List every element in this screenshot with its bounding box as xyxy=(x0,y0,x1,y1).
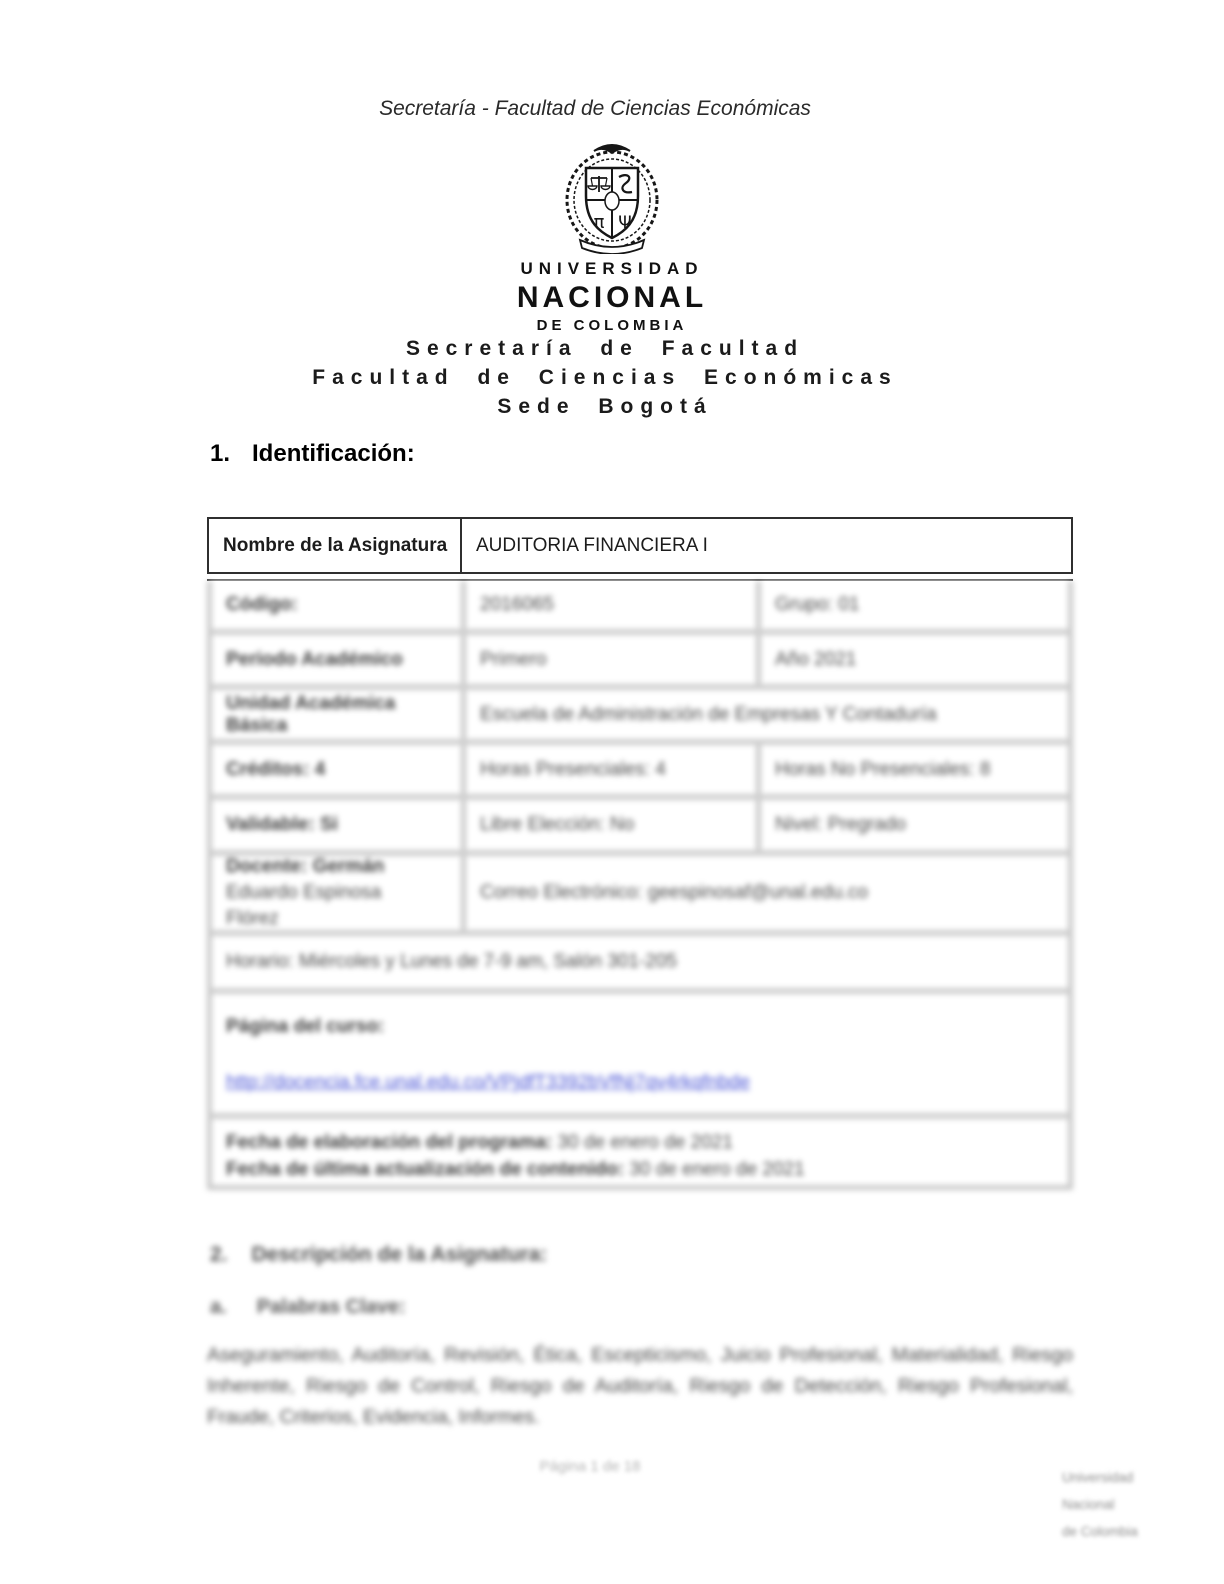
creditos-cell: Créditos: 4 xyxy=(212,745,466,794)
section-2a-letter: a. xyxy=(210,1296,227,1318)
logo-wordmark-line2: NACIONAL xyxy=(516,281,708,314)
unidad-value-cell: Escuela de Administración de Empresas Y Contaduría xyxy=(480,703,937,725)
university-logo xyxy=(0,138,1224,333)
horas-no-presenciales-cell: Horas No Presenciales: 8 xyxy=(775,758,991,780)
section-2a-label: Palabras Clave: xyxy=(256,1296,406,1318)
fecha-elaboracion-label: Fecha de elaboración del programa: xyxy=(226,1132,553,1153)
grupo-cell: Grupo: 01 xyxy=(775,594,860,615)
nombre-label-cell: Nombre de la Asignatura xyxy=(209,519,462,572)
document-title xyxy=(0,334,1210,421)
identification-table xyxy=(207,517,1073,1190)
lyre-glyph: Ψ xyxy=(618,213,632,233)
document-header-note: Secretaría - Facultad de Ciencias Económicas xyxy=(379,97,811,120)
codigo-label-cell: Código: xyxy=(212,581,466,629)
title-line-3: Sede Bogotá xyxy=(497,395,713,418)
table-row-periodo xyxy=(212,635,1068,690)
table-row-nombre xyxy=(207,517,1073,574)
libre-eleccion-cell: Libre Elección: No xyxy=(466,800,761,850)
docente-cell xyxy=(212,856,466,930)
pagina-curso-label: Página del curso: xyxy=(226,1016,385,1037)
periodo-value-cell: Primero xyxy=(466,635,761,684)
fecha-elaboracion-value: 30 de enero de 2021 xyxy=(552,1132,733,1153)
nivel-cell: Nivel: Pregrado xyxy=(775,814,906,835)
title-line-2: Facultad de Ciencias Económicas xyxy=(312,366,898,389)
fecha-actualizacion-value: 30 de enero de 2021 xyxy=(624,1159,805,1180)
horas-presenciales-cell: Horas Presenciales: 4 xyxy=(466,745,761,794)
horario-cell: Horario: Miércoles y Lunes de 7-9 am, Salón 301-205 xyxy=(226,951,677,972)
table-row-codigo xyxy=(212,581,1068,635)
pagina-curso-cell xyxy=(212,994,1068,1113)
section-2a-subheading xyxy=(210,1296,406,1319)
docente-line1: Docente: Germán xyxy=(226,856,385,877)
section-1-label: Identificación: xyxy=(252,440,415,467)
nombre-value-cell: AUDITORIA FINANCIERA I xyxy=(476,534,708,556)
table-row-unidad xyxy=(212,690,1068,745)
fecha-actualizacion-label: Fecha de última actualización de contenido: xyxy=(226,1159,625,1180)
table-row-horario xyxy=(212,936,1068,994)
redacted-table-rows xyxy=(207,581,1073,1190)
table-row-creditos xyxy=(212,745,1068,800)
section-1-heading xyxy=(210,440,415,468)
footer-university-brand xyxy=(1062,1464,1138,1545)
table-row-validable xyxy=(212,800,1068,856)
footer-brand-line2: Nacional xyxy=(1062,1497,1115,1512)
section-2-number: 2. xyxy=(210,1243,228,1266)
table-row-fechas xyxy=(212,1119,1068,1185)
table-row-pagina-curso xyxy=(212,994,1068,1119)
codigo-value-cell: 2016065 xyxy=(466,581,761,629)
section-2-label: Descripción de la Asignatura: xyxy=(251,1243,548,1266)
title-line-1: Secretaría de Facultad xyxy=(405,337,805,360)
docente-line2: Eduardo Espinosa xyxy=(226,882,382,903)
footer-brand-line1: Universidad xyxy=(1062,1470,1134,1485)
unidad-label-cell: Unidad Académica Básica xyxy=(212,690,466,739)
correo-cell: Correo Electrónico: geespinosaf@unal.edu.co xyxy=(480,882,868,903)
page-number-indicator: Página 1 de 18 xyxy=(539,1458,641,1475)
section-1-number: 1. xyxy=(210,440,231,467)
table-row-docente xyxy=(212,856,1068,936)
section-2-heading xyxy=(210,1243,547,1267)
pi-glyph: π xyxy=(593,212,605,233)
fechas-cell xyxy=(212,1119,1068,1185)
university-crest-icon xyxy=(551,138,673,254)
footer-brand-line3: de Colombia xyxy=(1062,1524,1138,1539)
logo-wordmark-line1: UNIVERSIDAD xyxy=(520,259,704,278)
course-page-link[interactable]: http://docencia.fce.unal.edu.co/VPjdfT3392bVfNj7qv4rkqfnbde xyxy=(226,1072,750,1093)
periodo-label-cell: Periodo Académico xyxy=(212,635,466,684)
logo-wordmark-line3: DE COLOMBIA xyxy=(536,317,688,334)
validable-cell: Validable: Si xyxy=(212,800,466,850)
docente-line3: Flórez xyxy=(226,908,279,929)
keywords-paragraph: Aseguramiento, Auditoría, Revisión, Ética, Escepticismo, Juicio Profesional, Materialidad, Riesgo Inherente, Riesgo de Control, Riesgo de Auditoría, Riesgo de Detección, Riesgo Profesional, Fraude, Criterios, Evidencia, Informes. xyxy=(207,1344,1073,1428)
anio-cell: Año 2021 xyxy=(775,648,857,670)
